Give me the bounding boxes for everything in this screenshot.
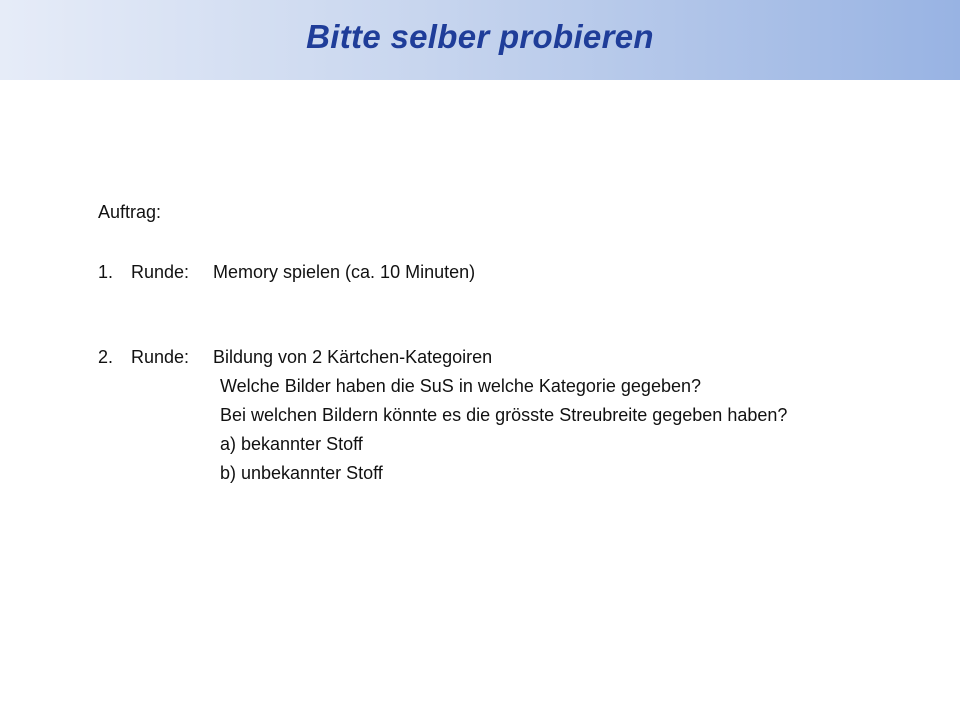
round-1-number: 1. (98, 262, 114, 282)
round-1-text: Memory spielen (ca. 10 Minuten) (213, 262, 476, 282)
round-2-detail: Welche Bilder haben die SuS in welche Kategorie gegeben? (220, 376, 701, 396)
round-2-text: Bildung von 2 Kärtchen-Kategoiren (213, 347, 493, 367)
round-2-label: Runde: (131, 347, 190, 367)
title-bar (0, 0, 960, 80)
task-label: Auftrag: (98, 202, 162, 222)
round-2-detail: Bei welchen Bildern könnte es die grösste Streubreite gegeben haben? (220, 405, 788, 425)
round-2-detail: b) unbekannter Stoff (220, 463, 383, 483)
round-2-detail: a) bekannter Stoff (220, 434, 363, 454)
round-2-number: 2. (98, 347, 114, 367)
slide-title: Bitte selber probieren (306, 18, 654, 55)
round-1-label: Runde: (131, 262, 190, 282)
